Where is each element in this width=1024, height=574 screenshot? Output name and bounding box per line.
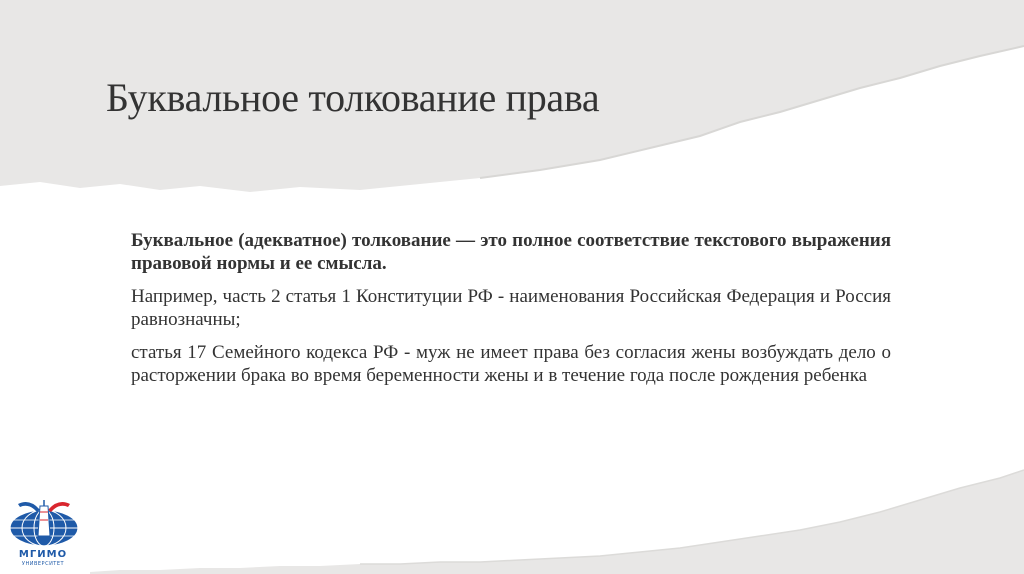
definition-paragraph: Буквальное (адекватное) толкование — это полное соответствие текстового выражения правовой нормы и ее смысла. <box>131 230 891 274</box>
logo-name: МГИМО <box>18 549 68 560</box>
example-paragraph-family-code: статья 17 Семейного кодекса РФ - муж не имеет права без согласия жены возбуждать дело о расторжении брака во время беременности жены и в течение года после рождения ребенка <box>131 342 891 386</box>
slide-body <box>131 229 891 397</box>
logo-subtitle: УНИВЕРСИТЕТ <box>21 561 65 567</box>
slide-title: Буквальное толкование права <box>106 75 600 120</box>
example-paragraph-constitution: Например, часть 2 статья 1 Конституции РФ - наименования Российская Федерация и Россия равнозначны; <box>131 286 891 330</box>
